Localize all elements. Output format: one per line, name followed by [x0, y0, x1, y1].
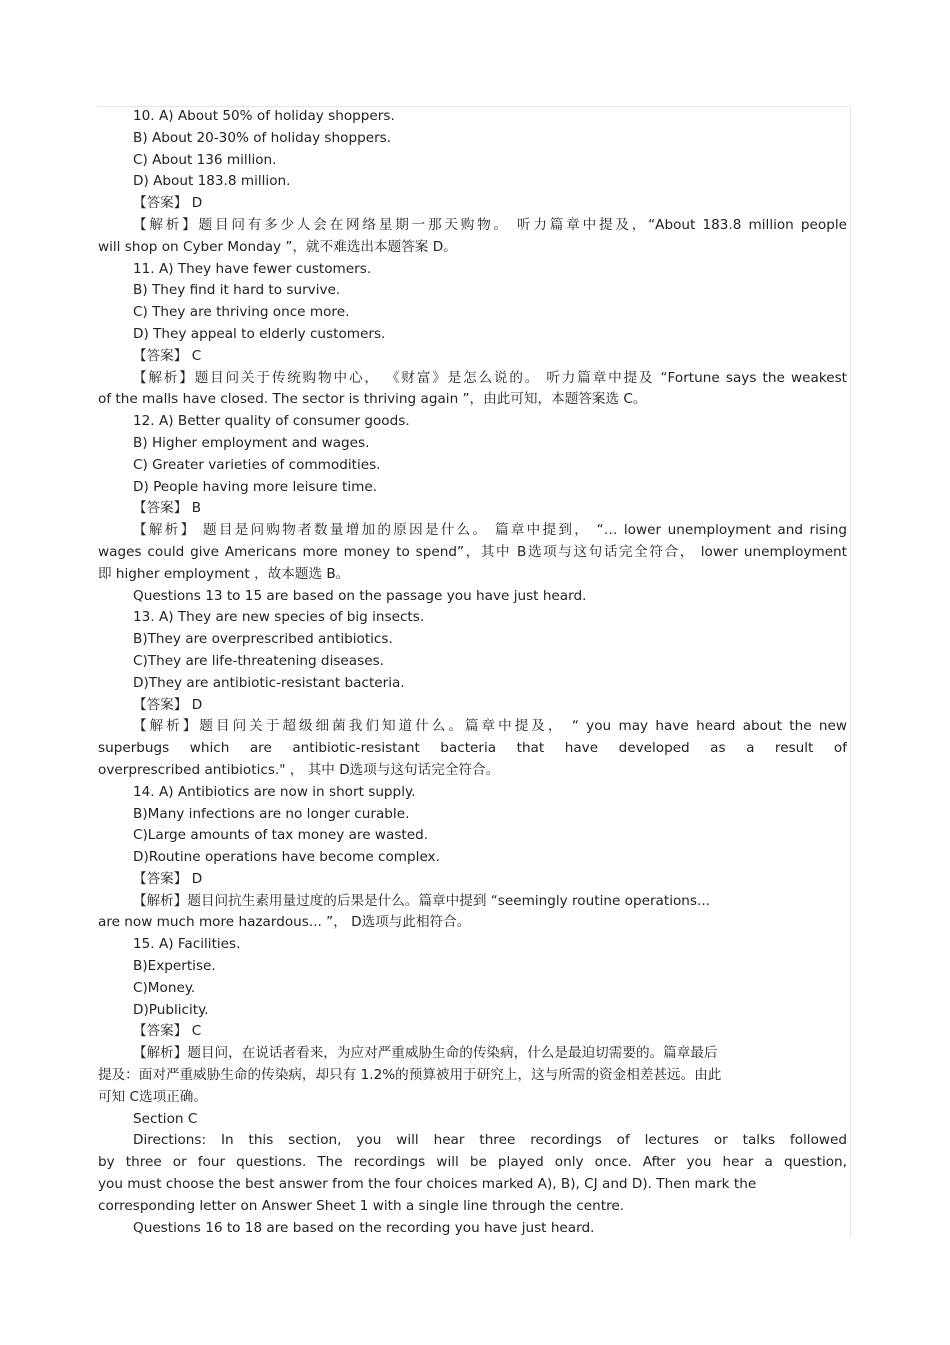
q13-option-c: C)They are life-threatening diseases.: [133, 652, 384, 669]
directions-line-3: you must choose the best answer from the four choices marked A), B), CJ and D). Then mark the: [98, 1176, 757, 1193]
q15-option-a: 15. A) Facilities.: [133, 936, 241, 953]
q10-analysis-line-2: will shop on Cyber Monday ”，就不难选出本题答案 D。: [98, 238, 457, 255]
q14-answer: 【答案】 D: [133, 870, 203, 887]
directions-line-2: by three or four questions. The recordings will be played only once. After you hear a question,: [98, 1154, 847, 1171]
q15-option-d: D)Publicity.: [133, 1001, 209, 1018]
document-page: [98, 106, 847, 1239]
q12-option-c: C) Greater varieties of commodities.: [133, 456, 381, 473]
q13-option-d: D)They are antibiotic-resistant bacteria.: [133, 674, 405, 691]
q15-option-b: B)Expertise.: [133, 958, 216, 975]
q10-answer: 【答案】 D: [133, 195, 203, 212]
q11-option-d: D) They appeal to elderly customers.: [133, 325, 386, 342]
q12-analysis-line-2: wages could give Americans more money to spend”，其中 B选项与这句话完全符合， lower unemployment: [98, 543, 847, 560]
q10-analysis-line-1: 【解析】题目问有多少人会在网络星期一那天购物。 听力篇章中提及，“About 183.8 million people: [133, 216, 847, 233]
q14-analysis-line-2: are now much more hazardous... ”， D选项与此相符合。: [98, 914, 471, 931]
q10-option-a: 10. A) About 50% of holiday shoppers.: [133, 108, 395, 124]
passage-intro-13-15: Questions 13 to 15 are based on the passage you have just heard.: [133, 587, 587, 604]
q14-option-d: D)Routine operations have become complex.: [133, 849, 440, 866]
q10-option-d: D) About 183.8 million.: [133, 173, 291, 190]
q13-answer: 【答案】 D: [133, 696, 203, 713]
section-c-heading: Section C: [133, 1110, 198, 1127]
q14-option-a: 14. A) Antibiotics are now in short supply.: [133, 783, 416, 800]
q15-option-c: C)Money.: [133, 979, 196, 996]
recording-intro-16-18: Questions 16 to 18 are based on the recording you have just heard.: [133, 1219, 595, 1236]
q11-analysis-line-1: 【解析】题目问关于传统购物中心， 《财富》是怎么说的。 听力篇章中提及 “Fortune says the weakest: [133, 369, 847, 386]
q12-option-b: B) Higher employment and wages.: [133, 434, 370, 451]
q12-analysis-line-1: 【解析】 题目是问购物者数量增加的原因是什么。 篇章中提到， “… lower unemployment and rising: [133, 522, 847, 539]
q13-analysis-line-3: overprescribed antibiotics." ， 其中 D选项与这句话完全符合。: [98, 761, 500, 778]
q10-option-b: B) About 20-30% of holiday shoppers.: [133, 129, 392, 146]
q11-analysis-line-2: of the malls have closed. The sector is thriving again ”，由此可知，本题答案选 C。: [98, 391, 647, 408]
q12-analysis-line-3: 即 higher employment ，故本题选 B。: [98, 565, 350, 582]
q12-option-d: D) People having more leisure time.: [133, 478, 378, 495]
q12-answer: 【答案】 B: [133, 500, 202, 517]
q11-answer: 【答案】 C: [133, 347, 202, 364]
q11-option-c: C) They are thriving once more.: [133, 304, 350, 321]
q14-option-b: B)Many infections are no longer curable.: [133, 805, 410, 822]
q13-option-a: 13. A) They are new species of big insects.: [133, 609, 425, 626]
q14-option-c: C)Large amounts of tax money are wasted.: [133, 827, 429, 844]
q11-option-b: B) They find it hard to survive.: [133, 282, 341, 299]
q13-analysis-line-2: superbugs which are antibiotic-resistant bacteria that have developed as a result of: [98, 740, 847, 757]
q12-option-a: 12. A) Better quality of consumer goods.: [133, 413, 410, 430]
directions-line-1: Directions: In this section, you will hear three recordings of lectures or talks followed: [133, 1132, 847, 1149]
q13-analysis-line-1: 【解析】题目问关于超级细菌我们知道什么。篇章中提及， “ you may have heard about the new: [133, 718, 847, 735]
q15-analysis-line-1: 【解析】题目问，在说话者看来，为应对严重威胁生命的传染病，什么是最迫切需要的。篇章最后: [133, 1045, 718, 1062]
q14-analysis-line-1: 【解析】题目问抗生素用量过度的后果是什么。篇章中提到 “seemingly routine operations...: [133, 892, 710, 909]
directions-line-4: corresponding letter on Answer Sheet 1 with a single line through the centre.: [98, 1197, 625, 1214]
q13-option-b: B)They are overprescribed antibiotics.: [133, 631, 393, 648]
q11-option-a: 11. A) They have fewer customers.: [133, 260, 372, 277]
q15-analysis-line-2: 提及：面对严重威胁生命的传染病，却只有 1.2%的预算被用于研究上，这与所需的资金相差甚远。由此: [98, 1067, 722, 1084]
page-right-rule: [850, 106, 851, 1236]
q15-answer: 【答案】 C: [133, 1023, 202, 1040]
q10-option-c: C) About 136 million.: [133, 151, 277, 168]
q15-analysis-line-3: 可知 C选项正确。: [98, 1088, 207, 1105]
